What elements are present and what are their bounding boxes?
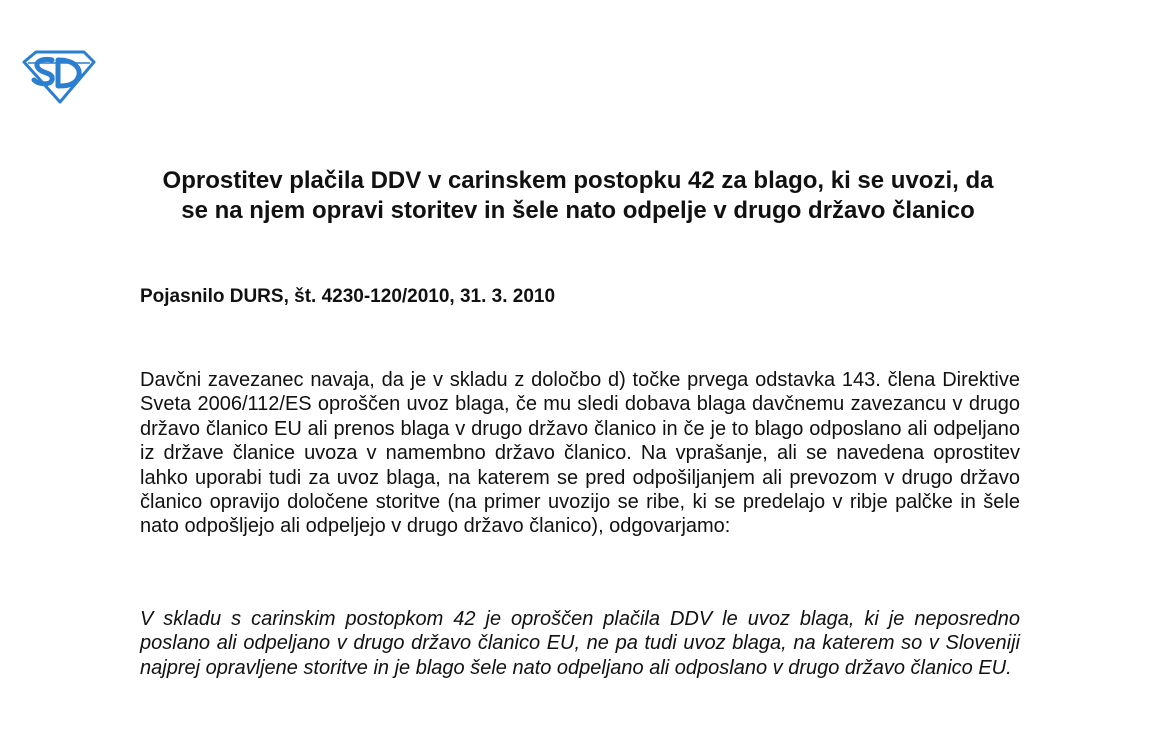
body-paragraph-question: Davčni zavezanec navaja, da je v skladu z določbo d) točke prvega odstavka 143. člena Direktive Sveta 2006/112/ES oproščen uvoz blaga, če mu sledi dobava blaga davčnemu zavezancu v drugo državo članico EU ali prenos blaga v drugo državo članico in če je to blago odposlano ali odpeljano iz države članice uvoza v namembno državo članico. Na vprašanje, ali se navedena oprostitev lahko uporabi tudi za uvoz blaga, na katerem se pred odpošiljanjem ali prevozom v drugo državo članico opravijo določene storitve (na primer uvozijo se ribe, ki se predelajo v ribje palčke in šele nato odpošljejo ali odpeljejo v drugo državo članico), odgovarjamo: xyxy=(140,369,1020,538)
document-title: Oprostitev plačila DDV v carinskem postopku 42 za blago, ki se uvozi, da se na njem opravi storitev in šele nato odpelje v drugo državo članico xyxy=(162,167,994,224)
document-subtitle: Pojasnilo DURS, št. 4230-120/2010, 31. 3. 2010 xyxy=(140,286,556,307)
body-paragraph-answer: V skladu s carinskim postopkom 42 je oproščen plačila DDV le uvoz blaga, ki je neposredno poslano ali odpeljano v drugo državo članico EU, ne pa tudi uvoz blaga, na katerem so v Sloveniji najprej opravljene storitve in je blago šele nato odpeljano ali odposlano v drugo državo članico EU. xyxy=(140,608,1020,679)
sd-logo-icon xyxy=(22,48,96,104)
